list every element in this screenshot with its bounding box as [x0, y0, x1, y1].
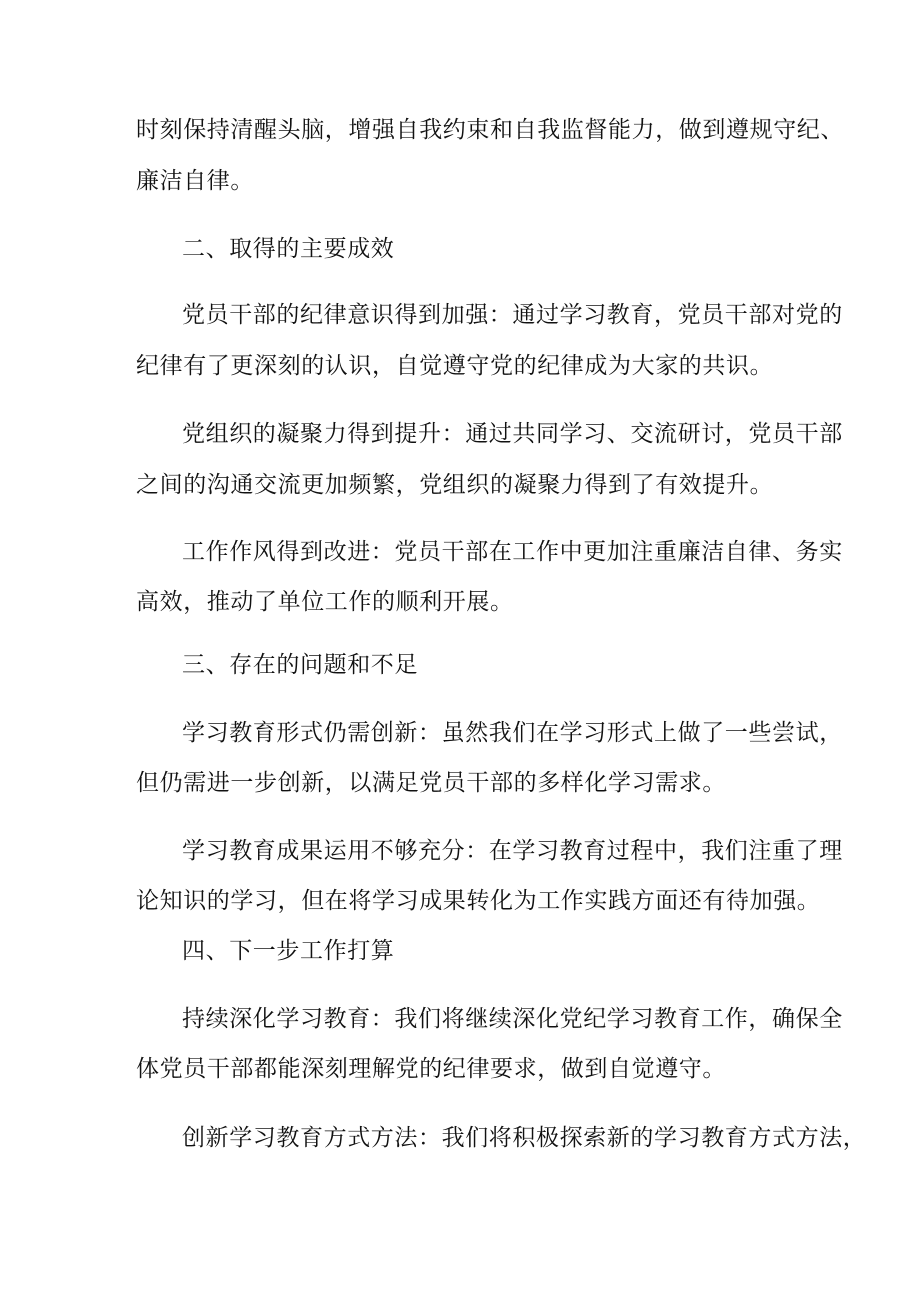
paragraph-line: 创新学习教育方式方法：我们将积极探索新的学习教育方式方法，: [182, 1125, 867, 1151]
section-heading: 四、下一步工作打算: [182, 938, 395, 964]
paragraph-line: 但仍需进一步创新，以满足党员干部的多样化学习需求。: [136, 770, 726, 796]
paragraph-line: 时刻保持清醒头脑，增强自我约束和自我监督能力，做到遵规守纪、: [136, 117, 844, 143]
paragraph-line: 学习教育形式仍需创新：虽然我们在学习形式上做了一些尝试，: [182, 720, 843, 746]
paragraph-line: 工作作风得到改进：党员干部在工作中更加注重廉洁自律、务实: [182, 539, 843, 565]
section-heading: 二、取得的主要成效: [182, 236, 395, 262]
paragraph-line: 持续深化学习教育：我们将继续深化党纪学习教育工作，确保全: [182, 1006, 843, 1032]
paragraph-line: 体党员干部都能深刻理解党的纪律要求，做到自觉遵守。: [136, 1056, 726, 1082]
paragraph-line: 廉洁自律。: [136, 168, 254, 194]
paragraph-line: 之间的沟通交流更加频繁，党组织的凝聚力得到了有效提升。: [136, 472, 774, 498]
paragraph-line: 纪律有了更深刻的认识，自觉遵守党的纪律成为大家的共识。: [136, 353, 774, 379]
paragraph-line: 高效，推动了单位工作的顺利开展。: [136, 589, 514, 615]
paragraph-line: 论知识的学习，但在将学习成果转化为工作实践方面还有待加强。: [136, 888, 821, 914]
paragraph-line: 党员干部的纪律意识得到加强：通过学习教育，党员干部对党的: [182, 302, 843, 328]
paragraph-line: 党组织的凝聚力得到提升：通过共同学习、交流研讨，党员干部: [182, 421, 843, 447]
paragraph-line: 学习教育成果运用不够充分：在学习教育过程中，我们注重了理: [182, 838, 843, 864]
section-heading: 三、存在的问题和不足: [182, 652, 418, 678]
